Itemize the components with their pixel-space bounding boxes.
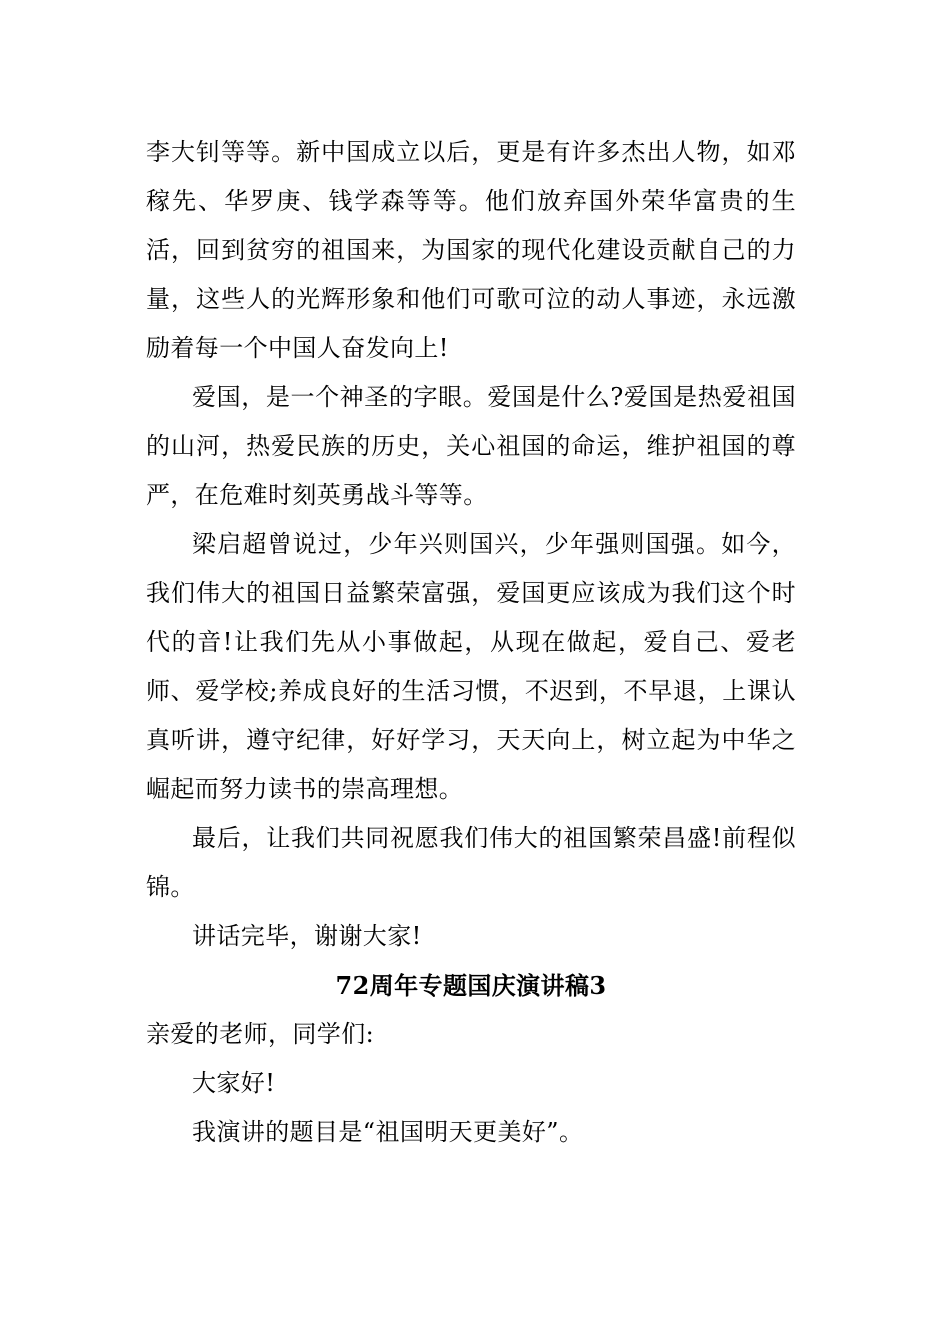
greeting: 大家好! [192, 1069, 276, 1097]
salutation: 亲爱的老师，同学们: [146, 1020, 375, 1048]
paragraph-thanks: 讲话完毕，谢谢大家! [192, 922, 422, 950]
paragraph-patriotism: 爱国，是一个神圣的字眼。爱国是什么?爱国是热爱祖国的山河，热爱民族的历史，关心祖国的命运，维护祖国的尊严，在危难时刻英勇战斗等等。 [146, 383, 796, 509]
paragraph-continuation: 李大钊等等。新中国成立以后，更是有许多杰出人物，如邓稼先、华罗庚、钱学森等等。他们放弃国外荣华富贵的生活，回到贫穷的祖国来，为国家的现代化建设贡献自己的力量，这些人的光辉形象和他们可歌可泣的动人事迹，永远激励着每一个中国人奋发向上! [146, 138, 796, 362]
paragraph-closing-wish: 最后，让我们共同祝愿我们伟大的祖国繁荣昌盛!前程似锦。 [146, 824, 796, 901]
document-body [146, 128, 796, 1157]
paragraph-liang-qichao: 梁启超曾说过，少年兴则国兴，少年强则国强。如今，我们伟大的祖国日益繁荣富强，爱国更应该成为我们这个时代的音!让我们先从小事做起，从现在做起，爱自己、爱老师、爱学校;养成良好的生活习惯，不迟到，不早退，上课认真听讲，遵守纪律，好好学习，天天向上，树立起为中华之崛起而努力读书的崇高理想。 [146, 530, 796, 803]
topic-line: 我演讲的题目是“祖国明天更美好”。 [192, 1118, 584, 1146]
section-heading: 72周年专题国庆演讲稿3 [335, 971, 607, 1000]
